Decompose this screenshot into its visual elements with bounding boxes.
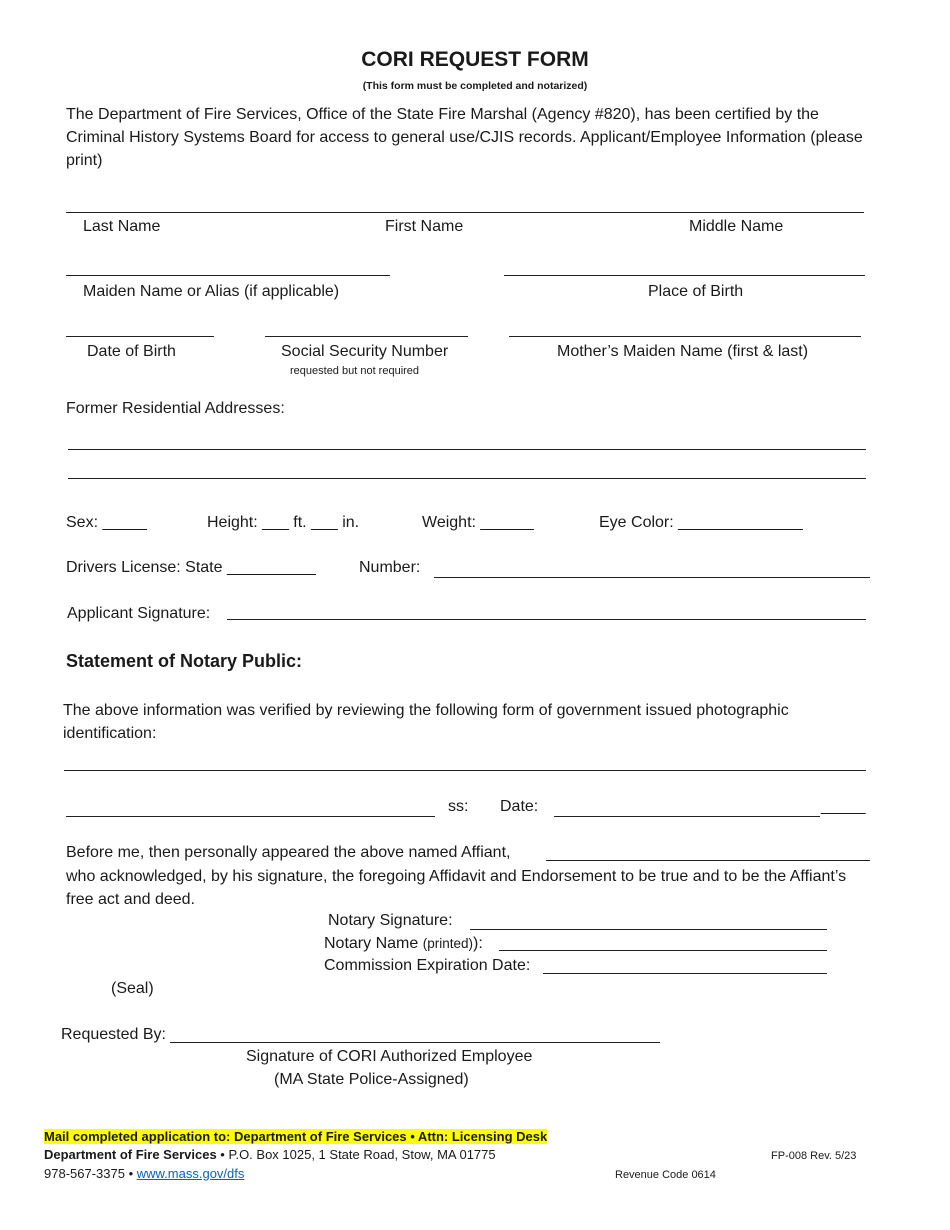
maiden-name-label: Maiden Name or Alias (if applicable) (83, 283, 340, 300)
mail-instructions (44, 1128, 547, 1146)
date-field-tail: _____ (821, 798, 866, 815)
commission-expiration-field[interactable] (543, 973, 827, 974)
full-name-field[interactable] (66, 212, 864, 213)
date-field[interactable] (554, 816, 820, 817)
form-subtitle: (This form must be completed and notarized) (362, 80, 588, 92)
height-field[interactable]: Height: ___ ft. ___ in. (207, 514, 360, 531)
date-of-birth-label: Date of Birth (87, 343, 176, 360)
ss-label: ss: (448, 798, 469, 815)
department-name: Department of Fire Services (44, 1147, 217, 1162)
notary-verified-text: The above information was verified by reviewing the following form of government issued photographic identification: (63, 702, 789, 742)
ssn-field[interactable] (265, 336, 468, 337)
notary-signature-field[interactable] (470, 929, 827, 930)
photo-id-field[interactable] (64, 770, 866, 771)
department-address (44, 1147, 496, 1162)
date-of-birth-field[interactable] (66, 336, 214, 337)
affiant-text-1: Before me, then personally appeared the above named Affiant, (66, 844, 511, 861)
form-number: FP-008 Rev. 5/23 (771, 1150, 857, 1162)
intro-paragraph: The Department of Fire Services, Office of the State Fire Marshal (Agency #820), has been certified by the Criminal History Systems Board for access to general use/CJIS records. Applicant/Employee Information (please print) (66, 106, 863, 169)
seal-label: (Seal) (111, 980, 154, 997)
ssn-note: requested but not required (290, 365, 420, 377)
authorized-employee-label: Signature of CORI Authorized Employee (246, 1048, 533, 1065)
revenue-code: Revenue Code 0614 (615, 1169, 716, 1181)
mail-instructions-text: Mail completed application to: Department of Fire Services • Attn: Licensing Desk (44, 1129, 548, 1144)
drivers-license-state-field[interactable]: Drivers License: State __________ (66, 559, 316, 576)
website-link[interactable]: www.mass.gov/dfs (136, 1166, 245, 1181)
phone-text: 978-567-3375 • (44, 1166, 137, 1181)
place-of-birth-field[interactable] (504, 275, 865, 276)
contact-line (44, 1166, 244, 1181)
place-of-birth-label: Place of Birth (648, 283, 744, 300)
date-label: Date: (500, 798, 539, 815)
requested-by-label: Requested By: (61, 1026, 166, 1043)
state-police-assigned-label: (MA State Police-Assigned) (274, 1071, 469, 1088)
applicant-signature-label: Applicant Signature: (67, 605, 211, 622)
former-address-line-2[interactable] (68, 478, 866, 479)
weight-field[interactable]: Weight: ______ (422, 514, 534, 531)
notary-name-label: Notary Name (printed)): (324, 935, 483, 952)
license-number-label: Number: (359, 559, 421, 576)
license-number-field[interactable] (434, 577, 870, 578)
notary-name-field[interactable] (499, 950, 827, 951)
former-address-line-1[interactable] (68, 449, 866, 450)
middle-name-label: Middle Name (689, 218, 784, 235)
notary-heading: Statement of Notary Public: (66, 651, 303, 671)
maiden-name-field[interactable] (66, 275, 390, 276)
sex-field[interactable]: Sex: _____ (66, 514, 147, 531)
applicant-signature-field[interactable] (227, 619, 866, 620)
ssn-label: Social Security Number (281, 343, 449, 360)
county-field[interactable] (66, 816, 435, 817)
requested-by-signature-field[interactable] (170, 1042, 660, 1043)
form-title: CORI REQUEST FORM (361, 48, 589, 71)
notary-signature-label: Notary Signature: (328, 912, 453, 929)
notary-name-printed-note: (printed) (422, 936, 473, 951)
affiant-name-field[interactable] (546, 860, 870, 861)
last-name-label: Last Name (83, 218, 161, 235)
former-addresses-label: Former Residential Addresses: (66, 400, 285, 417)
commission-expiration-label: Commission Expiration Date: (324, 957, 531, 974)
mothers-maiden-name-field[interactable] (509, 336, 861, 337)
first-name-label: First Name (385, 218, 464, 235)
mothers-maiden-name-label: Mother’s Maiden Name (first & last) (557, 343, 809, 360)
address-text: • P.O. Box 1025, 1 State Road, Stow, MA 01775 (216, 1147, 496, 1162)
affiant-text-2: who acknowledged, by his signature, the foregoing Affidavit and Endorsement to be true and to be the Affiant’s free act and deed. (66, 868, 847, 908)
eye-color-field[interactable]: Eye Color: ______________ (599, 514, 803, 531)
